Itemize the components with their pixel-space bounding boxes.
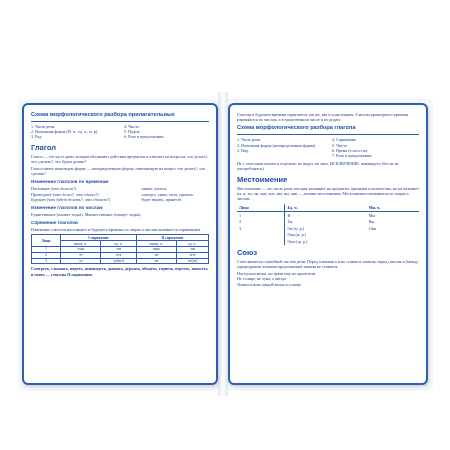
verb-heading: Глагол — [31, 142, 56, 152]
table-row — [237, 238, 419, 245]
table-row — [237, 225, 419, 232]
pronoun-heading: Местоимение — [237, 174, 288, 184]
conjugation-heading: Спряжение глаголов — [31, 220, 79, 226]
table-cell: -ете — [101, 252, 137, 258]
table-cell — [237, 232, 285, 239]
table-header: Мн. ч. — [367, 204, 419, 211]
conjugation-table — [31, 234, 209, 264]
verb-scheme-item: 4. Спряжение. — [332, 137, 357, 143]
table-cell: -ишь — [136, 247, 176, 253]
adj-scheme-item: 5. Падеж. — [124, 129, 141, 135]
verb-infinitive: Глагол имеет начальную форму — неопределенную форму, отвечающую на вопрос что делать?, что сделать? — [31, 166, 206, 177]
union-example: Не солнце, не луна, а звезда. — [237, 276, 287, 282]
table-cell: 1 — [32, 247, 61, 253]
adj-scheme-item: 1. Часть речи. — [31, 124, 56, 129]
table-cell: Вы — [368, 219, 375, 225]
verb-scheme-item: 7. Роль в предложении. — [332, 153, 373, 159]
table-header: Ед. ч. — [285, 204, 367, 211]
union-definition: Союз является служебной частью речи. Перед союзами а и но ставится запятая, перед союзом и (между однородными членами предложения) запятая не ставится. — [237, 258, 419, 269]
conjugation-text: Изменение глаголов настоящего и будущего времени по лицам и числам называется спряжением. — [31, 227, 202, 233]
adj-scheme-item: 6. Роль в предложении. — [124, 134, 165, 140]
number-heading: Изменение глаголов по числам — [31, 205, 103, 211]
union-heading: Союз — [237, 247, 258, 257]
adj-scheme — [31, 124, 209, 140]
verb-scheme-item: 1. Часть речи. — [237, 137, 262, 143]
union-example: Наступила весна, но грачи еще не прилетели. — [237, 271, 317, 277]
table-row — [32, 258, 209, 264]
left-page-content — [31, 112, 209, 376]
table-row — [237, 218, 419, 225]
spine — [218, 92, 228, 396]
pronoun-definition: Местоимение — это часть речи, которая указывает на предметы, признаки и количество, но не называет их: я, ты, он, она, оно, мы, вы, они — личные местоимения. Местоимения изменяются по лицам и числам. — [237, 185, 419, 202]
tense-row — [31, 197, 209, 202]
table-header: Лицо — [237, 204, 285, 211]
verb-scheme-item: 5. Число. — [332, 142, 348, 148]
union-example: Ложатся ночь грядой весна и солнце. — [237, 281, 302, 287]
table-cell: 3 — [237, 225, 285, 232]
tense-name: Прошедшее — [31, 191, 52, 197]
table-cell: -ит — [136, 252, 176, 258]
verb-scheme-item: 3. Вид. — [237, 147, 250, 153]
verb-scheme-title: Схема морфологического разбора глагола — [237, 125, 356, 132]
tense-name: Настоящее — [31, 186, 50, 192]
right-page — [228, 103, 428, 385]
verb-scheme-item: 6. Время (если есть). — [332, 147, 369, 153]
table-cell — [237, 238, 285, 245]
number-text: Единственное (плывет лодка). Множественное (плывут лодки). — [31, 212, 142, 218]
table-cell — [367, 238, 419, 245]
table-cell: Мы — [368, 212, 376, 218]
table-subheader: ед. ч. — [101, 241, 137, 247]
table-cell: 2 — [237, 218, 285, 225]
table-cell: Они — [368, 225, 377, 231]
table-cell: -ите — [176, 252, 208, 258]
right-page-content — [237, 112, 419, 376]
table-header: II спряжение — [136, 235, 208, 241]
adj-scheme-title: Схема морфологического разбора прилагательных — [31, 112, 175, 118]
tense-example: смотрел, узнал, пела, пришла. — [141, 191, 194, 197]
table-cell: Он (м. р.) — [287, 225, 305, 231]
table-row — [237, 232, 419, 239]
table-subheader: множ. ч. — [61, 241, 101, 247]
table-cell: -ем — [101, 247, 137, 253]
table-cell: 2 — [32, 252, 61, 258]
table-cell: -ет — [61, 252, 101, 258]
table-cell — [367, 232, 419, 239]
table-cell: -ешь — [61, 247, 101, 253]
tense-question: (что делает?) — [51, 186, 77, 192]
table-cell: 1 — [237, 211, 285, 218]
verb-definition: Глагол — это часть речи, которая обозначает действия предметов и отвечает на вопросы: что делать?, что сделать?, что будем делать? — [31, 153, 209, 164]
adj-scheme-item: 3. Род. — [31, 134, 43, 140]
conjugation-note: Смотреть, слышать, видеть, ненавидеть, дышать, держать, обидеть, терпеть, вертеть, зависеть и гнать — глаголы II спряжения. — [31, 266, 208, 277]
table-cell: -ут(ют) — [101, 258, 137, 264]
tense-question: (что будет делать?, что сделает?) — [47, 196, 111, 202]
table-header: I спряжение — [61, 235, 137, 241]
table-cell: 3 — [32, 258, 61, 264]
verb-scheme-item: 2. Начальная форма (неопределенная форма). — [237, 142, 317, 148]
table-subheader: множ. ч. — [136, 241, 176, 247]
table-cell: Я — [287, 212, 291, 218]
table-cell: -ат(ят) — [176, 258, 208, 264]
tense-list — [31, 186, 209, 202]
table-row — [237, 211, 419, 218]
tense-question: (что делал?, что сделал?) — [52, 191, 99, 197]
table-cell: -им — [176, 247, 208, 253]
adj-scheme-item: 2. Начальная форма (И. п., ед. ч., м. р). — [31, 129, 99, 135]
table-cell: -ут — [61, 258, 101, 264]
adj-scheme-item: 4. Число. — [124, 124, 140, 129]
table-cell: Оно (ср. р.) — [287, 239, 308, 244]
future-tense-text: Глаголы в будущем времени спрягаются так же, как и в настоящем. Глаголы прошедшего времени изменяются по числам, а в единственном числе и по родам. — [237, 112, 409, 123]
table-cell: -ит — [136, 258, 176, 264]
left-page — [22, 103, 218, 385]
tense-example: пишет, учится, — [141, 186, 168, 192]
table-cell: Она (ж. р.) — [287, 232, 307, 238]
tense-example: будет верить, принесёт. — [141, 196, 183, 202]
ne-with-verbs-rule: Не с глаголами пишется отдельно: не видел, не знал. ИСКЛЮЧЕНИЕ: ненавидеть (без не не употребляется). — [237, 161, 399, 172]
table-header: Лицо — [32, 235, 61, 247]
table-subheader: ед. ч. — [176, 241, 208, 247]
verb-scheme — [237, 137, 419, 158]
union-examples — [237, 271, 419, 287]
tense-heading: Изменение глаголов по временам — [31, 179, 109, 185]
table-cell: Ты — [287, 219, 293, 225]
pronoun-table — [237, 204, 419, 245]
tense-name: Будущее — [31, 196, 46, 202]
